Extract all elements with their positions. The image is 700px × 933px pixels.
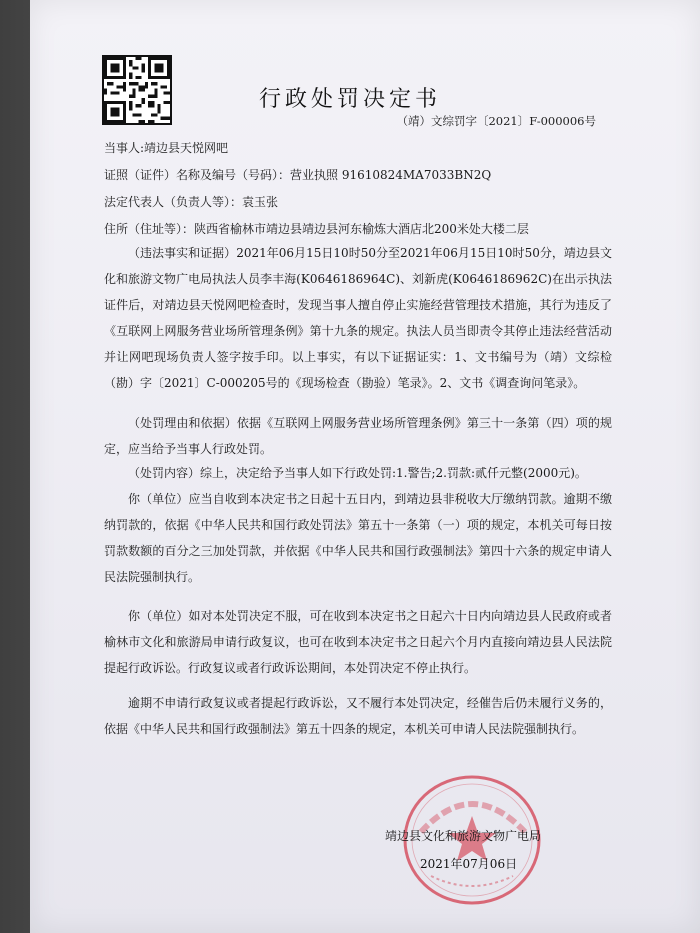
facts-paragraph: （违法事实和证据）2021年06月15日10时50分至2021年06月15日10时50分，靖边县文化和旅游文物广电局执法人员李丰海(K0646186964C)、刘新虎(K0646186962C)在出示执法证件后，对靖边县天悦网吧检查时，发现当事人擅自停止实施经营管理技术措施，其行为违反了《互联网上网服务营业场所管理条例》第十九条的规定。执法人员当即责令其停止违法经营活动并让网吧现场负责人签字按手印。以上事实，有以下证据证实：1、文书编号为（靖）文综检（勘）字〔2021〕C-000205号的《现场检查（勘验）笔录》。2、文书《调查询问笔录》。 [104,246,612,390]
enforcement-paragraph: 逾期不申请行政复议或者提起行政诉讼，又不履行本处罚决定，经催告后仍未履行义务的，依据《中华人民共和国行政强制法》第五十四条的规定，本机关可申请人民法院强制执行。 [104,696,612,736]
content-paragraph: （处罚内容）综上，决定给予当事人如下行政处罚:1.警告;2.罚款:贰仟元整(2000元)。 [128,466,587,480]
legal-rep-line: 法定代表人（负责人等）：袁玉张 [104,195,279,209]
reason-paragraph: （处罚理由和依据）依据《互联网上网服务营业场所管理条例》第三十一条第（四）项的规定，应当给予当事人行政处罚。 [104,416,612,456]
signature-date: 2021年07月06日 [420,857,518,871]
license-line: 证照（证件）名称及编号（号码）：营业执照 91610824MA7033BN2Q [104,168,492,182]
appeal-paragraph: 你（单位）如对本处罚决定不服，可在收到本决定书之日起六十日内向靖边县人民政府或者榆林市文化和旅游局申请行政复议，也可在收到本决定书之日起六个月内直接向靖边县人民法院提起行政诉讼。行政复议或者行政诉讼期间，本处罚决定不停止执行。 [104,609,612,675]
payment-paragraph: 你（单位）应当自收到本决定书之日起十五日内，到靖边县非税收大厅缴纳罚款。逾期不缴纳罚款的，依据《中华人民共和国行政处罚法》第五十一条第（一）项的规定，本机关可每日按罚款数额的百分之三加处罚款，并依据《中华人民共和国行政强制法》第四十六条的规定申请人民法院强制执行。 [104,492,612,584]
signature-organization: 靖边县文化和旅游文物广电局 [385,829,542,843]
document-title: 行政处罚决定书 [258,87,441,112]
party-line: 当事人:靖边县天悦网吧 [104,141,229,155]
document-number: （靖）文综罚字〔2021〕F-000006号 [396,114,596,128]
address-line: 住所（住址等）：陕西省榆林市靖边县靖边县河东榆炼大酒店北200米处大楼二层 [104,222,529,236]
